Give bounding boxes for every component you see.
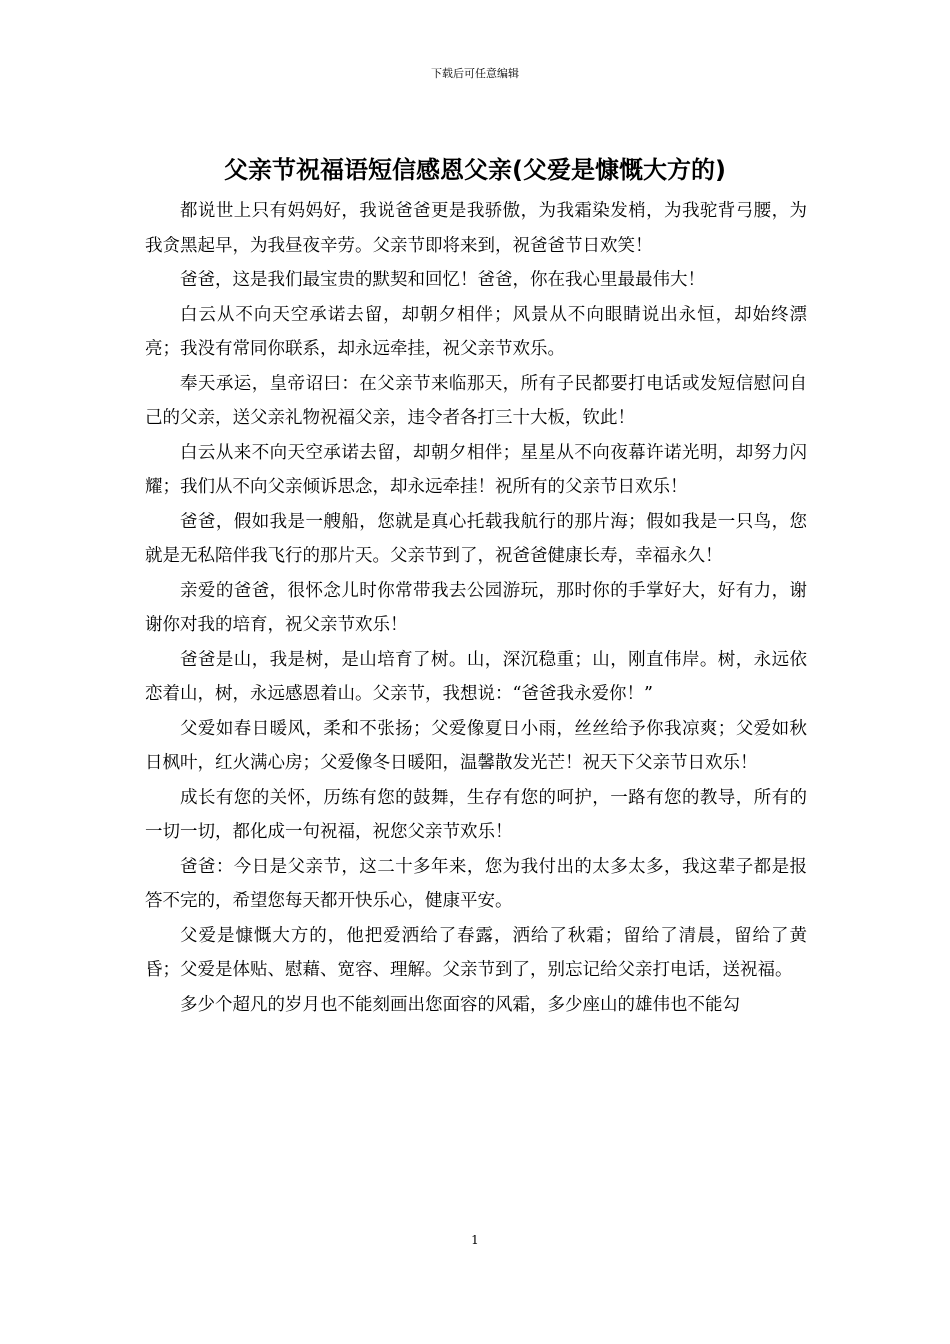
paragraph: 都说世上只有妈妈好，我说爸爸更是我骄傲，为我霜染发梢，为我驼背弓腰，为我贪黑起早，为我昼夜辛劳。父亲节即将来到，祝爸爸节日欢笑！ bbox=[145, 201, 807, 256]
document-body bbox=[145, 194, 807, 1022]
paragraph: 父爱如春日暖风，柔和不张扬；父爱像夏日小雨，丝丝给予你我凉爽；父爱如秋日枫叶，红火满心房；父爱像冬日暖阳，温馨散发光芒！祝天下父亲节日欢乐！ bbox=[145, 718, 807, 773]
paragraph: 奉天承运，皇帝诏曰：在父亲节来临那天，所有子民都要打电话或发短信慰问自己的父亲，送父亲礼物祝福父亲，违令者各打三十大板，钦此！ bbox=[145, 373, 807, 428]
paragraph: 成长有您的关怀，历练有您的鼓舞，生存有您的呵护，一路有您的教导，所有的一切一切，都化成一句祝福，祝您父亲节欢乐！ bbox=[145, 787, 807, 842]
paragraph: 爸爸，假如我是一艘船，您就是真心托载我航行的那片海；假如我是一只鸟，您就是无私陪伴我飞行的那片天。父亲节到了，祝爸爸健康长寿，幸福永久！ bbox=[145, 511, 807, 566]
page-number: 1 bbox=[471, 1233, 479, 1247]
document-title: 父亲节祝福语短信感恩父亲(父爱是慷慨大方的) bbox=[224, 156, 726, 184]
paragraph: 爸爸，这是我们最宝贵的默契和回忆！爸爸，你在我心里最最伟大！ bbox=[180, 270, 705, 290]
paragraph: 白云从来不向天空承诺去留，却朝夕相伴；星星从不向夜幕许诺光明，却努力闪耀；我们从不向父亲倾诉思念，却永远牵挂！祝所有的父亲节日欢乐！ bbox=[145, 442, 807, 497]
paragraph: 爸爸：今日是父亲节，这二十多年来，您为我付出的太多太多，我这辈子都是报答不完的，希望您每天都开快乐心，健康平安。 bbox=[145, 856, 807, 911]
page-header: 下载后可任意编辑 bbox=[431, 67, 519, 80]
paragraph: 白云从不向天空承诺去留，却朝夕相伴；风景从不向眼睛说出永恒，却始终漂亮；我没有常同你联系，却永远牵挂，祝父亲节欢乐。 bbox=[145, 304, 807, 359]
paragraph: 爸爸是山，我是树，是山培育了树。山，深沉稳重；山，刚直伟岸。树，永远依恋着山，树，永远感恩着山。父亲节，我想说：“爸爸我永爱你！” bbox=[145, 649, 807, 704]
paragraph: 多少个超凡的岁月也不能刻画出您面容的风霜，多少座山的雄伟也不能勾 bbox=[180, 994, 740, 1015]
paragraph: 亲爱的爸爸，很怀念儿时你常带我去公园游玩，那时你的手掌好大，好有力，谢谢你对我的培育，祝父亲节欢乐！ bbox=[145, 580, 807, 635]
paragraph: 父爱是慷慨大方的，他把爱洒给了春露，洒给了秋霜；留给了清晨，留给了黄昏；父爱是体贴、慰藉、宽容、理解。父亲节到了，别忘记给父亲打电话，送祝福。 bbox=[145, 925, 807, 980]
